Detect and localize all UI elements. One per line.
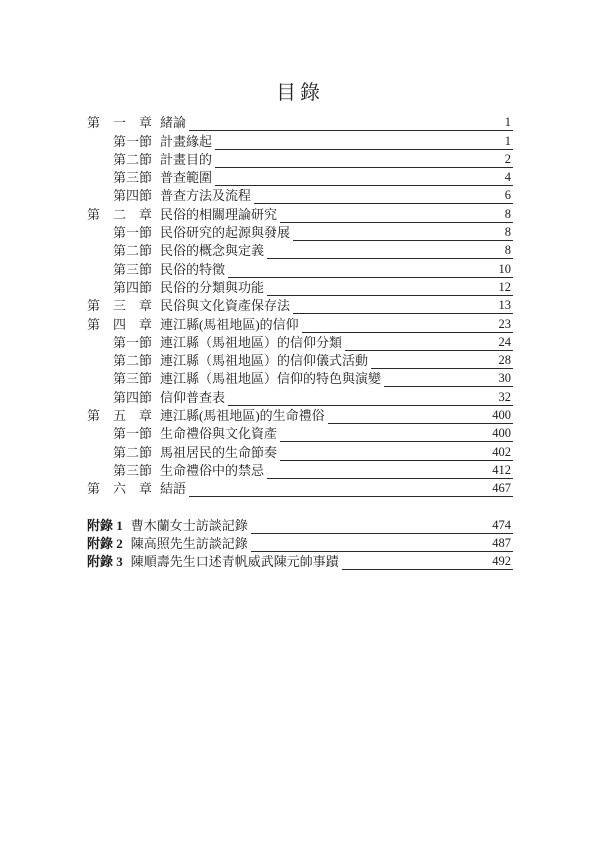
page-number: 6 bbox=[501, 189, 513, 204]
toc-entry bbox=[87, 168, 513, 186]
page-number: 28 bbox=[495, 354, 514, 369]
toc-entry-title: 連江縣（馬祖地區）的信仰分類 bbox=[160, 334, 343, 350]
dot-leader bbox=[280, 222, 501, 223]
dot-leader bbox=[267, 478, 488, 479]
toc-entry-title: 連江縣（馬祖地區）信仰的特色與演變 bbox=[160, 371, 382, 387]
toc-entry-title: 普查方法及流程 bbox=[160, 188, 252, 204]
toc-entry-label: 第 六 章 bbox=[87, 481, 153, 497]
toc-entry-label: 第一節 bbox=[113, 334, 153, 350]
dot-leader bbox=[328, 423, 489, 424]
page-number: 8 bbox=[501, 226, 513, 241]
toc-entry-label: 第三節 bbox=[113, 371, 153, 387]
toc-entry bbox=[87, 296, 513, 314]
dot-leader bbox=[293, 240, 501, 241]
toc-entry bbox=[87, 424, 513, 442]
dot-leader bbox=[280, 441, 488, 442]
toc-entry-title: 民俗的概念與定義 bbox=[160, 243, 265, 259]
toc-entry-title: 陳高照先生訪談記錄 bbox=[130, 535, 248, 551]
dot-leader bbox=[384, 386, 494, 387]
toc-entry-title: 信仰普查表 bbox=[160, 389, 226, 405]
dot-leader bbox=[215, 185, 501, 186]
page-number: 30 bbox=[495, 372, 514, 387]
page-title: 目錄 bbox=[276, 82, 324, 104]
dot-leader bbox=[189, 496, 488, 497]
page-number: 8 bbox=[501, 244, 513, 259]
toc-entry-label: 第四節 bbox=[113, 188, 153, 204]
toc-entry-label: 第二節 bbox=[113, 243, 153, 259]
dot-leader bbox=[345, 350, 494, 351]
dot-leader bbox=[342, 569, 488, 570]
toc-list bbox=[87, 113, 513, 497]
toc-entry bbox=[87, 442, 513, 460]
toc-entry-label: 第一節 bbox=[113, 225, 153, 241]
dot-leader bbox=[215, 149, 501, 150]
dot-leader bbox=[228, 277, 494, 278]
toc-entry-title: 計畫緣起 bbox=[160, 133, 213, 149]
appendix-entry bbox=[87, 534, 513, 552]
page-number: 2 bbox=[501, 153, 513, 168]
toc-entry-label: 第一節 bbox=[113, 133, 153, 149]
page-number: 467 bbox=[488, 482, 513, 497]
dot-leader bbox=[189, 130, 501, 131]
dot-leader bbox=[371, 368, 494, 369]
toc-entry bbox=[87, 150, 513, 168]
toc-entry-label: 附錄 2 bbox=[87, 535, 123, 551]
dot-leader bbox=[280, 460, 488, 461]
toc-entry bbox=[87, 314, 513, 332]
page-number: 32 bbox=[495, 391, 514, 406]
toc-entry-label: 第三節 bbox=[113, 170, 153, 186]
dot-leader bbox=[254, 203, 501, 204]
toc-entry-label: 第一節 bbox=[113, 426, 153, 442]
toc-entry-label: 第三節 bbox=[113, 462, 153, 478]
page-number: 492 bbox=[488, 555, 513, 570]
toc-entry-label: 第 二 章 bbox=[87, 206, 153, 222]
dot-leader bbox=[251, 533, 488, 534]
toc-entry-label: 第二節 bbox=[113, 444, 153, 460]
page-number: 400 bbox=[488, 427, 513, 442]
page-number: 12 bbox=[495, 281, 514, 296]
toc-entry-title: 普查範圍 bbox=[160, 170, 213, 186]
toc-entry bbox=[87, 241, 513, 259]
toc-entry-label: 第二節 bbox=[113, 353, 153, 369]
toc-entry bbox=[87, 369, 513, 387]
toc-entry-title: 連江縣（馬祖地區）的信仰儀式活動 bbox=[160, 353, 369, 369]
toc-entry bbox=[87, 131, 513, 149]
toc-entry-label: 第四節 bbox=[113, 279, 153, 295]
dot-leader bbox=[302, 332, 495, 333]
toc-entry bbox=[87, 259, 513, 277]
dot-leader bbox=[228, 405, 494, 406]
page-number: 8 bbox=[501, 208, 513, 223]
toc-entry bbox=[87, 479, 513, 497]
dot-leader bbox=[267, 258, 501, 259]
dot-leader bbox=[267, 295, 494, 296]
toc-entry-title: 曹木蘭女士訪談記錄 bbox=[130, 517, 248, 533]
toc-entry-title: 民俗的特徵 bbox=[160, 261, 226, 277]
toc-entry-title: 民俗與文化資產保存法 bbox=[160, 298, 291, 314]
toc-entry-title: 陳順壽先生口述青帆威武陳元帥事蹟 bbox=[130, 554, 339, 570]
dot-leader bbox=[251, 551, 488, 552]
toc-entry-label: 第二節 bbox=[113, 151, 153, 167]
appendix-list bbox=[87, 515, 513, 570]
toc-entry bbox=[87, 113, 513, 131]
toc-entry-title: 民俗的相關理論研究 bbox=[160, 206, 278, 222]
toc-entry-label: 附錄 1 bbox=[87, 517, 123, 533]
toc-entry-title: 民俗研究的起源與發展 bbox=[160, 225, 291, 241]
page-number: 474 bbox=[488, 519, 513, 534]
dot-leader bbox=[293, 313, 494, 314]
page-number: 412 bbox=[488, 464, 513, 479]
appendix-entry bbox=[87, 552, 513, 570]
dot-leader bbox=[215, 167, 501, 168]
page-number: 4 bbox=[501, 171, 513, 186]
toc-entry-title: 民俗的分類與功能 bbox=[160, 279, 265, 295]
page-number: 23 bbox=[495, 318, 514, 333]
toc-entry bbox=[87, 333, 513, 351]
toc-entry-title: 結語 bbox=[160, 481, 187, 497]
toc-entry bbox=[87, 406, 513, 424]
toc-entry-title: 連江縣(馬祖地區)的信仰 bbox=[160, 316, 299, 332]
page-number: 10 bbox=[495, 263, 514, 278]
page-number: 13 bbox=[495, 299, 514, 314]
toc-entry-label: 第 五 章 bbox=[87, 408, 153, 424]
appendix-entry bbox=[87, 515, 513, 533]
toc-entry bbox=[87, 223, 513, 241]
toc-entry-label: 第 四 章 bbox=[87, 316, 153, 332]
toc-entry bbox=[87, 278, 513, 296]
toc-entry bbox=[87, 186, 513, 204]
toc-entry bbox=[87, 351, 513, 369]
toc-entry-title: 計畫目的 bbox=[160, 151, 213, 167]
page-number: 402 bbox=[488, 446, 513, 461]
toc-entry-title: 緒論 bbox=[160, 115, 187, 131]
page-number: 1 bbox=[501, 135, 513, 150]
page-number: 1 bbox=[501, 116, 513, 131]
toc-entry-title: 生命禮俗中的禁忌 bbox=[160, 462, 265, 478]
toc-entry-label: 第三節 bbox=[113, 261, 153, 277]
toc-entry-title: 馬祖居民的生命節奏 bbox=[160, 444, 278, 460]
toc-entry-title: 連江縣(馬祖地區)的生命禮俗 bbox=[160, 408, 325, 424]
toc-entry bbox=[87, 204, 513, 222]
toc-entry-label: 第四節 bbox=[113, 389, 153, 405]
toc-entry bbox=[87, 461, 513, 479]
toc-entry bbox=[87, 387, 513, 405]
toc-entry-label: 附錄 3 bbox=[87, 554, 123, 570]
page-number: 487 bbox=[488, 537, 513, 552]
toc-entry-label: 第 一 章 bbox=[87, 115, 153, 131]
page-number: 400 bbox=[488, 409, 513, 424]
toc-entry-label: 第 三 章 bbox=[87, 298, 153, 314]
page-number: 24 bbox=[495, 336, 514, 351]
toc-entry-title: 生命禮俗與文化資產 bbox=[160, 426, 278, 442]
